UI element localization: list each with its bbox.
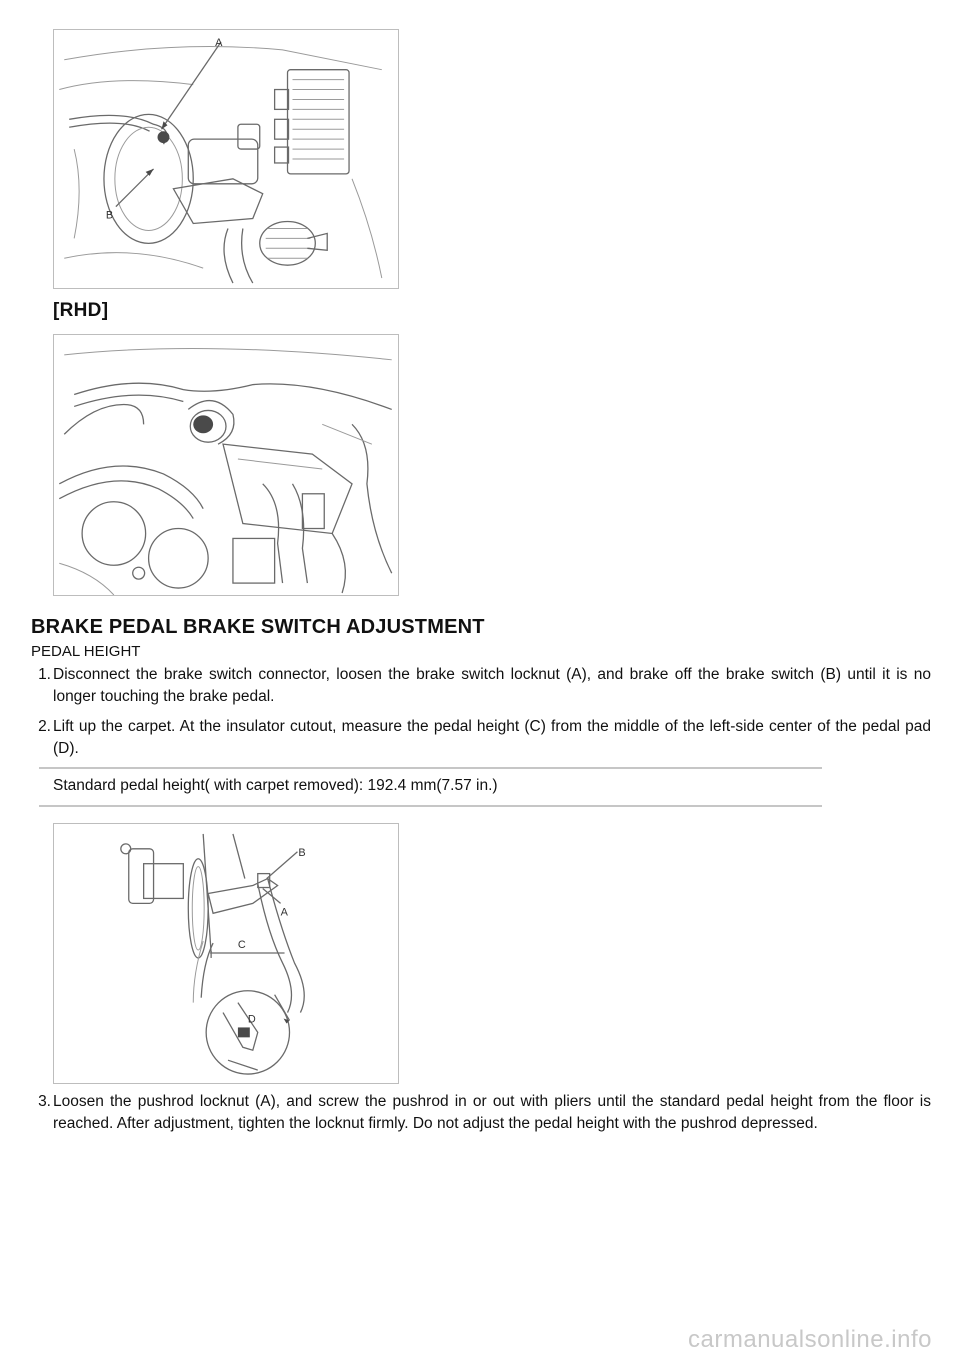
brake-booster-diagram <box>54 30 398 288</box>
step-text: Loosen the pushrod locknut (A), and screw the pushrod in or out with pliers until the standard pedal height from the floor is reached. After adjustment, tighten the locknut firmly. Do not adjust the pedal height with the pushrod depressed. <box>53 1093 931 1132</box>
site-watermark: carmanualsonline.info <box>688 1326 932 1353</box>
step-3 <box>31 1091 931 1135</box>
callout-a: A <box>215 36 223 49</box>
callout-a: A <box>280 906 288 919</box>
step-text: Lift up the carpet. At the insulator cutout, measure the pedal height (C) from the middle of the left-side center of the pedal pad (D). <box>53 718 931 757</box>
brake-booster-diagram-rhd <box>54 335 398 595</box>
step-1 <box>31 664 931 708</box>
engine-bay-illustration-lhd <box>53 29 399 289</box>
step-2 <box>31 716 931 760</box>
pedal-height-diagram <box>54 824 398 1083</box>
step-number: 3. <box>38 1093 51 1110</box>
callout-b: B <box>105 209 114 222</box>
spec-box <box>39 767 822 807</box>
rhd-label: [RHD] <box>53 300 109 321</box>
section-heading: BRAKE PEDAL BRAKE SWITCH ADJUSTMENT <box>31 616 485 638</box>
pedal-height-illustration <box>53 823 399 1084</box>
step-number: 1. <box>38 666 51 683</box>
step-number: 2. <box>38 718 51 735</box>
step-text: Disconnect the brake switch connector, loosen the brake switch locknut (A), and brake off the brake switch (B) until it is no longer touching the brake pedal. <box>53 666 931 705</box>
callout-b: B <box>298 846 306 859</box>
subheading: PEDAL HEIGHT <box>31 643 141 660</box>
callout-d: D <box>247 1013 256 1026</box>
spec-text: Standard pedal height( with carpet removed): 192.4 mm(7.57 in.) <box>53 777 498 794</box>
engine-bay-illustration-rhd <box>53 334 399 596</box>
callout-c: C <box>237 939 246 952</box>
